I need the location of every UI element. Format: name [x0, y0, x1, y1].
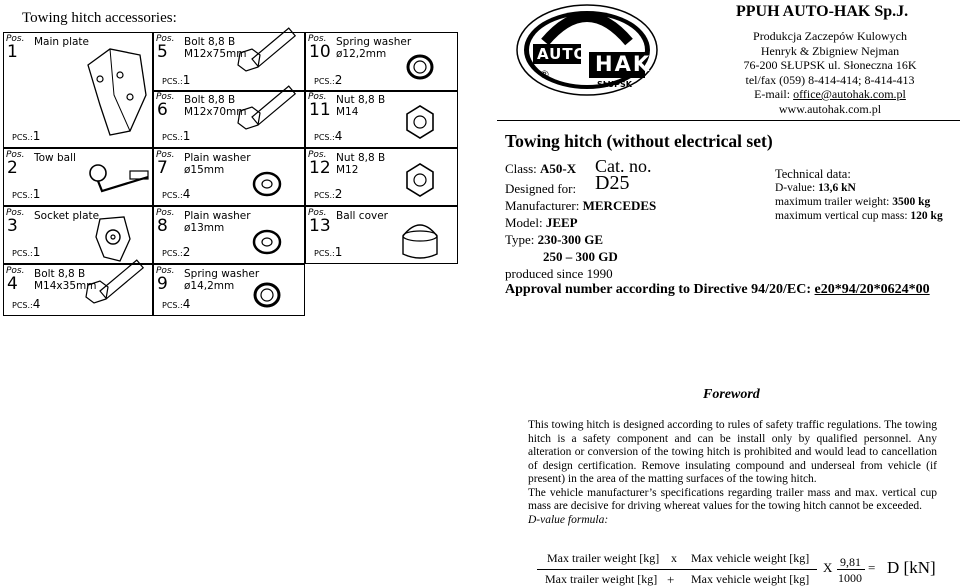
part-quantity: PCS.:1 [12, 187, 41, 201]
logo-city-text: SŁUPSK [597, 80, 632, 89]
email-link[interactable]: office@autohak.com.pl [793, 87, 906, 101]
formula-num-left: Max trailer weight [kg] [547, 551, 660, 565]
part-number: 4 [7, 274, 18, 294]
part-quantity: PCS.:1 [162, 129, 191, 143]
part-pos-label: Pos. [6, 34, 25, 44]
dvalue-row: D-value: 13,6 kN [775, 182, 856, 194]
part-cell-2 [3, 148, 153, 206]
tow-ball-icon [80, 151, 150, 205]
part-quantity: PCS.:1 [314, 245, 343, 259]
product-title: Towing hitch (without electrical set) [505, 131, 773, 151]
type-row-2: 250 – 300 GD [543, 249, 618, 264]
logo-hak-text: HAK [595, 52, 652, 76]
produced-since: produced since 1990 [505, 266, 613, 281]
part-spec: M14x35mm [34, 280, 97, 292]
part-cell-4 [3, 264, 153, 316]
class-value: A50-X [540, 161, 577, 176]
part-pos-label: Pos. [308, 208, 327, 218]
part-cell-10 [305, 32, 458, 92]
socket-plate-icon [80, 209, 150, 263]
logo-auto-text: AUTO [537, 45, 588, 63]
part-number: 10 [309, 42, 331, 62]
formula-den-left: Max trailer weight [kg] [545, 572, 658, 586]
approval-number: e20*94/20*0624*00 [814, 282, 930, 297]
part-pos-label: Pos. [6, 266, 25, 276]
part-pos-label: Pos. [308, 34, 327, 44]
formula-g-den: 1000 [838, 571, 862, 585]
designed-for: Designed for: [505, 181, 577, 196]
part-quantity: PCS.:2 [162, 245, 191, 259]
part-number: 8 [157, 216, 168, 236]
type-row: Type: 230-300 GE [505, 232, 604, 247]
formula-g-num: 9,81 [840, 555, 861, 569]
formula-result: D [kN] [887, 558, 936, 577]
part-pos-label: Pos. [308, 92, 327, 102]
part-spec: ø15mm [184, 164, 225, 176]
website-link[interactable]: www.autohak.com.pl [778, 101, 882, 116]
part-name: Main plate [34, 36, 89, 48]
part-pos-label: Pos. [156, 34, 175, 44]
bolt-icon [80, 267, 150, 315]
washer-icon [232, 151, 302, 205]
part-pos-label: Pos. [156, 92, 175, 102]
logo-reg-mark: ® [539, 68, 550, 81]
class-row: Class: A50-X Cat. no. D25 [505, 160, 656, 180]
foreword-paragraph-2: The vehicle manufacturer’s specifications regarding trailer mass and max. vertical cup mass are decisive for driving whereat values for the towing hitch cannot be exceeded. [528, 486, 937, 512]
part-name: Nut 8,8 B [336, 94, 386, 106]
part-cell-11 [305, 90, 458, 148]
part-cell-1 [3, 32, 153, 148]
formula-x: X [823, 560, 833, 575]
formula-den-right: Max vehicle weight [kg] [691, 572, 810, 586]
autohak-logo [515, 2, 660, 97]
part-pos-label: Pos. [156, 266, 175, 276]
formula-times: x [671, 551, 677, 565]
part-quantity: PCS.:1 [12, 129, 41, 143]
part-number: 9 [157, 274, 168, 294]
accessories-title: Towing hitch accessories: [22, 10, 177, 26]
part-pos-label: Pos. [6, 208, 25, 218]
part-number: 5 [157, 42, 168, 62]
part-cell-8 [153, 206, 305, 264]
part-pos-label: Pos. [156, 150, 175, 160]
foreword-body [528, 419, 937, 527]
part-quantity: PCS.:4 [12, 297, 41, 311]
dvalue-formula [535, 548, 955, 588]
part-number: 13 [309, 216, 331, 236]
part-cell-9 [153, 264, 305, 316]
formula-plus: + [667, 572, 675, 587]
company-line3: 76-200 SŁUPSK ul. Słoneczna 16K [743, 58, 917, 72]
spring-washer-icon [385, 35, 455, 91]
part-number: 7 [157, 158, 168, 178]
part-name: Socket plate [34, 210, 100, 222]
technical-data [775, 167, 943, 223]
part-quantity: PCS.:4 [162, 297, 191, 311]
part-quantity: PCS.:1 [12, 245, 41, 259]
part-pos-label: Pos. [6, 150, 25, 160]
company-email-line: E-mail: office@autohak.com.pl [754, 87, 906, 101]
part-name: Bolt 8,8 B [184, 36, 236, 48]
part-quantity: PCS.:1 [162, 73, 191, 87]
company-line1: Produkcja Zaczepów Kulowych [753, 29, 907, 43]
company-info [700, 29, 960, 116]
nut-icon [385, 151, 455, 205]
part-spec: M12 [336, 164, 359, 176]
foreword-paragraph-1: This towing hitch is designed according to rules of safety traffic regulations. The towing hitch is a safety component and can be install only by qualified personnel. Any alteration or conversion of the towing hitch is prohibited and would lead to cancellation of design certification. Remove insulating compound and underseal from vehicle (if present) in the area of the matting surfaces of the towing hitch. [528, 419, 937, 485]
part-name: Bolt 8,8 B [34, 268, 86, 280]
model-row: Model: JEEP [505, 215, 578, 230]
part-quantity: PCS.:2 [314, 187, 343, 201]
ball-cover-icon [385, 209, 455, 263]
part-name: Plain washer [184, 152, 251, 164]
part-spec: ø13mm [184, 222, 225, 234]
bolt-icon [232, 93, 302, 147]
part-number: 12 [309, 158, 331, 178]
part-name: Plain washer [184, 210, 251, 222]
company-line2: Henryk & Zbigniew Nejman [760, 43, 900, 58]
part-cell-5 [153, 32, 305, 92]
manufacturer-row: Manufacturer: MERCEDES [505, 198, 657, 213]
washer-icon [232, 209, 302, 263]
foreword-title: Foreword [703, 387, 760, 402]
part-quantity: PCS.:2 [314, 73, 343, 87]
part-quantity: PCS.:4 [314, 129, 343, 143]
part-name: Tow ball [34, 152, 76, 164]
part-cell-6 [153, 90, 305, 148]
part-cell-7 [153, 148, 305, 206]
part-number: 2 [7, 158, 18, 178]
formula-g-bar [837, 569, 865, 570]
cat-no: Cat. no. D25 [595, 156, 652, 194]
cup-row: maximum vertical cup mass: 120 kg [775, 210, 943, 222]
part-cell-3 [3, 206, 153, 264]
formula-num-right: Max vehicle weight [kg] [691, 551, 810, 565]
technical-title: Technical data: [775, 167, 851, 181]
nut-icon [385, 93, 455, 147]
company-line4: tel/fax (059) 8-414-414; 8-414-413 [745, 72, 915, 87]
part-spec: M12x70mm [184, 106, 247, 118]
part-name: Bolt 8,8 B [184, 94, 236, 106]
approval-line: Approval number according to Directive 94/20/EC: e20*94/20*0624*00 [505, 282, 930, 297]
part-number: 6 [157, 100, 168, 120]
part-cell-13 [305, 206, 458, 264]
trailer-row: maximum trailer weight: 3500 kg [775, 196, 931, 208]
part-cell-12 [305, 148, 458, 206]
part-name: Spring washer [336, 36, 412, 48]
part-number: 3 [7, 216, 18, 236]
formula-equals: = [868, 560, 876, 575]
part-pos-label: Pos. [156, 208, 175, 218]
part-pos-label: Pos. [308, 150, 327, 160]
formula-fraction-bar [537, 569, 817, 570]
part-spec: ø14,2mm [184, 280, 235, 292]
part-name: Nut 8,8 B [336, 152, 386, 164]
part-quantity: PCS.:4 [162, 187, 191, 201]
part-number: 1 [7, 42, 18, 62]
part-name: Spring washer [184, 268, 260, 280]
part-spec: M12x75mm [184, 48, 247, 60]
formula-label: D-value formula: [528, 513, 609, 526]
part-name: Ball cover [336, 210, 388, 222]
header-divider [497, 120, 960, 121]
main-plate-icon [80, 35, 150, 147]
product-details [505, 156, 657, 282]
part-spec: ø12,2mm [336, 48, 387, 60]
bolt-icon [232, 35, 302, 91]
spring-washer-icon [232, 267, 302, 315]
company-name: PPUH AUTO-HAK Sp.J. [736, 3, 909, 20]
part-spec: M14 [336, 106, 359, 118]
part-number: 11 [309, 100, 331, 120]
